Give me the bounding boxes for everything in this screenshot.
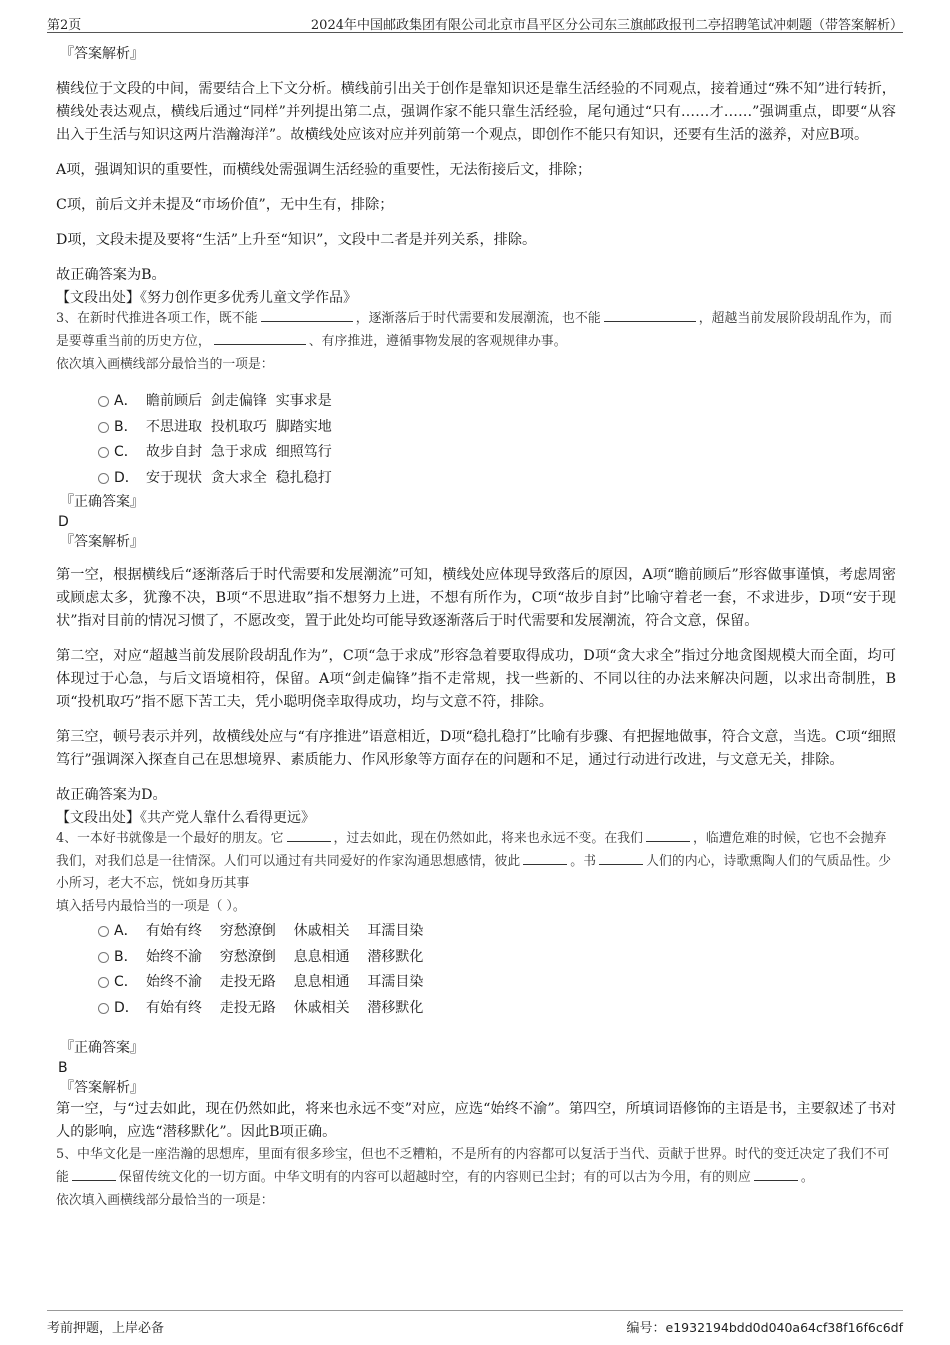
q3-stem-part: 3、在新时代推进各项工作，既不能 xyxy=(56,311,258,326)
option-letter: A． xyxy=(114,923,138,939)
q2-analysis-p3: C项，前后文并未提及“市场价值”，无中生有，排除； xyxy=(56,197,394,213)
page-number: 第2页 xyxy=(47,18,82,33)
option-text: 始终不渝 走投无路 息息相通 耳濡目染 xyxy=(146,974,424,990)
option-letter: A． xyxy=(114,393,138,409)
q2-analysis-p4: D项，文段未提及要将“生活”上升至“知识”，文段中二者是并列关系，排除。 xyxy=(56,232,537,248)
option-text: 安于现状 贪大求全 稳扎稳打 xyxy=(146,469,332,486)
q4-option-b[interactable] xyxy=(98,944,896,970)
q4-option-a[interactable] xyxy=(98,918,896,944)
radio-icon[interactable] xyxy=(98,952,109,963)
q3-analysis-p3: 第三空，顿号表示并列，故横线处应与“有序推进”语意相近，D项“稳扎稳打”比喻有步骤、有把握地做事，符合文意，当选。C项“细照笃行”强调深入探查自己在思想境界、素质能力、作风形象等方面存在的问题和不足，通过行动进行改进，与文意无关，排除。 xyxy=(56,729,896,768)
document-title: 2024年中国邮政集团有限公司北京市昌平区分公司东三旗邮政报刊二亭招聘笔试冲刺题（带答案解析） xyxy=(310,18,903,33)
option-letter: D． xyxy=(114,469,139,486)
q3-conclusion: 故正确答案为D。 xyxy=(56,787,167,803)
document-code xyxy=(627,1317,904,1336)
option-text: 有始有终 穷愁潦倒 休戚相关 耳濡目染 xyxy=(146,923,424,939)
q4-stem-part: ，过去如此，现在仍然如此，将来也永远不变。在我们 xyxy=(333,831,644,846)
footer-slogan: 考前押题，上岸必备 xyxy=(47,1321,165,1336)
q4-correct-label: 『正确答案』 xyxy=(60,1040,144,1056)
q5-stem-part: 。 xyxy=(800,1170,814,1185)
q2-analysis-p1: 横线位于文段的中间，需要结合上下文分析。横线前引出关于创作是靠知识还是靠生活经验的不同观点，接着通过“殊不知”进行转折，横线处表达观点，横线后通过“同样”并列提出第二点，强调作家不能只靠生活经验，尾句通过“只有……才……”强调重点，即要“从容出入于生活与知识这两片浩瀚海洋”。故横线处应该对应并列前第一个观点，即创作不能只有知识，还要有生活的滋养，对应B项。 xyxy=(56,81,896,143)
q3-option-c[interactable] xyxy=(98,439,896,465)
page-footer xyxy=(47,1310,903,1341)
q3-blank-2[interactable] xyxy=(604,307,696,322)
code-label: 编号： xyxy=(626,1321,666,1336)
q3-stem-part: ，超越当前发展阶段胡乱作为，而是要尊重当前的历史方位， xyxy=(56,311,893,349)
radio-icon[interactable] xyxy=(98,926,109,937)
q2-analysis-p2: A项，强调知识的重要性，而横线处需强调生活经验的重要性，无法衔接后文，排除； xyxy=(56,162,592,178)
q4-analysis-label: 『答案解析』 xyxy=(60,1080,144,1096)
q4-blank-1[interactable] xyxy=(287,827,331,842)
radio-icon[interactable] xyxy=(98,447,109,458)
q2-analysis-label: 『答案解析』 xyxy=(60,46,144,62)
q4-correct-answer: B xyxy=(58,1060,68,1076)
radio-icon[interactable] xyxy=(98,396,109,407)
q4-blank-3[interactable] xyxy=(523,850,567,865)
q3-analysis-label: 『答案解析』 xyxy=(60,534,144,550)
q4-analysis-p1: 第一空，与“过去如此，现在仍然如此，将来也永远不变”对应，应选“始终不渝”。第四空，所填词语修饰的主语是书，主要叙述了书对人的影响，应选“潜移默化”。因此B项正确。 xyxy=(56,1101,896,1140)
q5-stem xyxy=(56,1144,896,1189)
q2-conclusion: 故正确答案为B。 xyxy=(56,267,166,283)
q5-blank-1[interactable] xyxy=(72,1166,116,1181)
q3-blank-3[interactable] xyxy=(214,330,306,345)
option-letter: D． xyxy=(114,999,139,1016)
option-text: 不思进取 投机取巧 脚踏实地 xyxy=(146,418,332,435)
option-text: 始终不渝 穷愁潦倒 息息相通 潜移默化 xyxy=(146,948,424,965)
q4-option-c[interactable] xyxy=(98,969,896,995)
q3-analysis-p2: 第二空，对应“超越当前发展阶段胡乱作为”，C项“急于求成”形容急着要取得成功，D项“贪大求全”指过分地贪图规模大而全面，均可体现过于心急，与后文语境相符，保留。A项“剑走偏锋”指不走常规，找一些新的、不同以往的办法来解决问题，以求出奇制胜，B项“投机取巧”指不愿下苦工夫，凭小聪明侥幸取得成功，均与文意不符，排除。 xyxy=(56,648,896,710)
q4-option-d[interactable] xyxy=(98,995,896,1021)
q4-ask: 填入括号内最恰当的一项是（ ）。 xyxy=(56,899,246,914)
q3-ask: 依次填入画横线部分最恰当的一项是： xyxy=(56,357,274,372)
option-letter: C． xyxy=(114,444,138,460)
page-header xyxy=(47,10,903,33)
q3-option-d[interactable] xyxy=(98,465,896,491)
q4-stem-part: 。书 xyxy=(570,854,597,869)
q3-blank-1[interactable] xyxy=(261,307,353,322)
q4-stem-part: 人们的内心，诗歌熏陶人们的气质品性。少小所习，老大不忘，恍如身历其事 xyxy=(56,854,892,891)
q3-stem-part: 、有序推进，遵循事物发展的客观规律办事。 xyxy=(308,334,567,349)
q3-source: 【文段出处】《共产党人靠什么看得更远》 xyxy=(56,810,315,826)
q3-options xyxy=(56,388,896,490)
q4-blank-4[interactable] xyxy=(599,850,643,865)
page-content xyxy=(56,44,896,1208)
radio-icon[interactable] xyxy=(98,473,109,484)
q4-stem-part: ，临遭危难的时候，它也不会抛弃我们，对我们总是一往情深。人们可以通过有共同爱好的作家沟通思想感情，彼此 xyxy=(56,831,887,869)
q3-option-b[interactable] xyxy=(98,414,896,440)
radio-icon[interactable] xyxy=(98,422,109,433)
option-letter: C． xyxy=(114,974,138,990)
q3-correct-label: 『正确答案』 xyxy=(60,494,144,510)
q3-correct-answer: D xyxy=(58,514,69,530)
radio-icon[interactable] xyxy=(98,1003,109,1014)
q4-stem-part: 4、一本好书就像是一个最好的朋友。它 xyxy=(56,831,284,846)
option-text: 有始有终 走投无路 休戚相关 潜移默化 xyxy=(146,999,424,1016)
q3-analysis-p1: 第一空，根据横线后“逐渐落后于时代需要和发展潮流”可知，横线处应体现导致落后的原因，A项“瞻前顾后”形容做事谨慎，考虑周密或顾虑太多，犹豫不决，B项“不思进取”指不想努力上进，不想有所作为，C项“故步自封”比喻守着老一套，不求进步，D项“安于现状”指对目前的情况习惯了，不愿改变，置于此处均可能导致逐渐落后于时代需要和发展潮流，符合文意，保留。 xyxy=(56,567,896,629)
q4-stem xyxy=(56,827,896,895)
q3-stem-part: ，逐渐落后于时代需要和发展潮流，也不能 xyxy=(355,311,601,326)
q3-stem xyxy=(56,307,896,353)
option-text: 瞻前顾后 剑走偏锋 实事求是 xyxy=(146,393,332,409)
q4-blank-2[interactable] xyxy=(646,827,690,842)
q5-stem-part: 5、中华文化是一座浩瀚的思想库，里面有很多珍宝，但也不乏糟粕，不是所有的内容都可以复活于当代、贡献于世界。时代的变迁决定了我们不可能 xyxy=(56,1147,890,1185)
q5-stem-part: 保留传统文化的一切方面。中华文明有的内容可以超越时空，有的内容则已尘封；有的可以古为今用，有的则应 xyxy=(118,1170,751,1185)
q5-blank-2[interactable] xyxy=(754,1166,798,1181)
option-text: 故步自封 急于求成 细照笃行 xyxy=(146,444,332,460)
option-letter: B． xyxy=(114,418,138,435)
radio-icon[interactable] xyxy=(98,977,109,988)
option-letter: B． xyxy=(114,948,138,965)
q3-option-a[interactable] xyxy=(98,388,896,414)
q2-source: 【文段出处】《努力创作更多优秀儿童文学作品》 xyxy=(56,290,357,306)
q5-ask: 依次填入画横线部分最恰当的一项是： xyxy=(56,1193,274,1208)
code-value: e1932194bdd0d040a64cf38f16f6c6df xyxy=(665,1320,903,1335)
q4-options xyxy=(56,918,896,1020)
